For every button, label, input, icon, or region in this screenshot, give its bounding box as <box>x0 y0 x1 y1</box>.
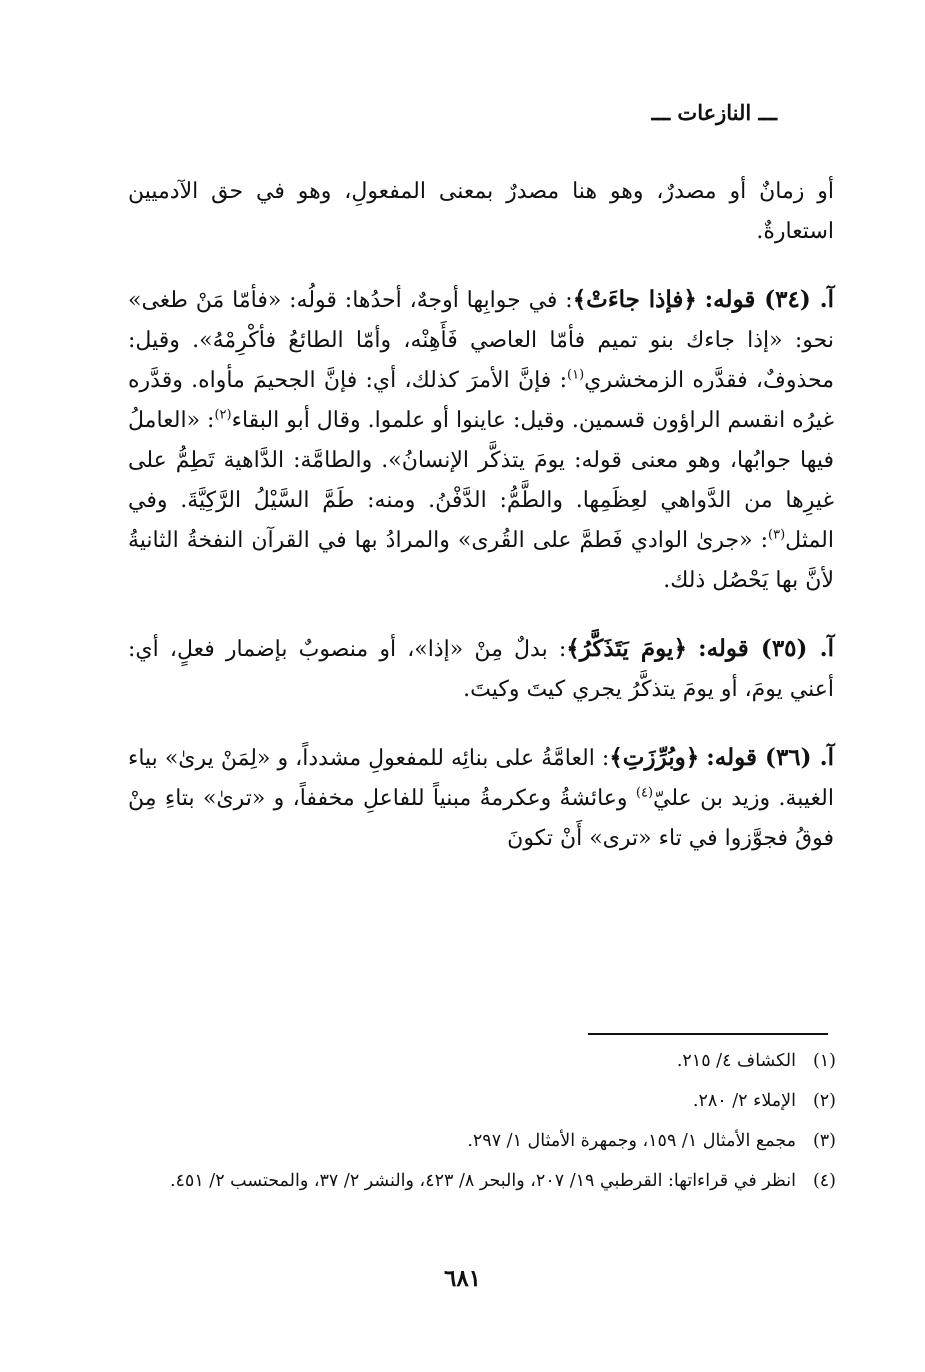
paragraph-intro: أو زمانٌ أو مصدرٌ، وهو هنا مصدرٌ بمعنى المفعولِ، وهو في حق الآدميين استعارةٌ. <box>128 179 834 244</box>
footnotes <box>118 1041 836 1201</box>
footnote-marker: (٣) <box>768 527 786 543</box>
quranic-verse: ﴿وبُرِّزَتِ﴾ <box>609 744 700 771</box>
footnote-number: (٢) <box>812 1091 836 1111</box>
footnote-number: (٤) <box>812 1171 836 1191</box>
verse-reference: آ. (٣٤) قوله: <box>704 286 834 313</box>
paragraph-text: : العامَّةُ على بنائِه للمفعولِ مشدداً، و «لِمَنْ يرىٰ» بياء الغيبة. وزيد بن عليّ <box>128 746 834 811</box>
footnote-item <box>118 1121 836 1161</box>
footnote-item <box>118 1161 836 1201</box>
footnote-text: الإملاء ٢/ ٢٨٠. <box>692 1091 796 1111</box>
paragraph-text: وعائشةُ وعكرمةُ مبنياً للفاعلِ مخففاً، و «ترىٰ» بتاءِ مِنْ فوقُ فجوَّزوا في تاء «ترى» أَنْ تكونَ <box>128 786 834 851</box>
footnote-marker: (٢) <box>214 407 232 423</box>
footnote-text: الكشاف ٤/ ٢١٥. <box>676 1051 796 1071</box>
verse-reference: آ. (٣٦) قوله: <box>706 744 834 771</box>
paragraph-verse-34 <box>128 280 834 601</box>
main-text <box>128 172 834 859</box>
footnote-text: مجمع الأمثال ١/ ١٥٩، وجمهرة الأمثال ١/ ٢٩٧. <box>467 1131 796 1151</box>
running-head: ـــ النازعات ـــ <box>651 100 777 125</box>
footnote-number: (٣) <box>812 1131 836 1151</box>
quranic-verse: ﴿يومَ يَتَذَكَّرُ﴾ <box>566 635 687 662</box>
paragraph-text: : في جوابِها أوجهٌ، أحدُها: قولُه: «فأمّا مَنْ طغى» نحو: «إذا جاءك بنو تميم فأمّا العاصي فَأَهِنْه، وأمّا الطائعُ فأكْرِمْهُ». وقيل: محذوفٌ، فقدَّره الزمخشري <box>128 288 834 393</box>
footnote-number: (١) <box>812 1051 836 1071</box>
footnote-item <box>118 1081 836 1121</box>
paragraph-text: : بدلٌ مِنْ «إذا»، أو منصوبٌ بإضمار فعلٍ، أي: أعني يومَ، أو يومَ يتذكَّرُ يجري كيتَ وكيتَ. <box>128 637 834 702</box>
footnote-marker: (١) <box>567 367 585 383</box>
paragraph-text: : «العاملُ فيها جوابُها، وهو معنى قوله: يومَ يتذكَّر الإنسانُ». والطامَّة: الدَّاهية تَطِمُّ على غيرِها من الدَّواهي لعِظَمِها. والطَّمُّ: الدَّفْنُ. ومنه: طَمَّ السَّيْلُ الرَّكِيَّةَ. وفي المثل <box>128 408 834 553</box>
quranic-verse: ﴿فإذا جاءَتْ﴾ <box>572 286 697 313</box>
paragraph-verse-35 <box>128 629 834 710</box>
footnote-separator <box>588 1033 828 1035</box>
page-number: ٦٨١ <box>443 1265 482 1292</box>
footnote-text: انظر في قراءاتها: القرطبي ١٩/ ٢٠٧، والبحر ٨/ ٤٢٣، والنشر ٢/ ٣٧، والمحتسب ٢/ ٤٥١. <box>169 1171 796 1191</box>
paragraph-text: : فإنَّ الأمرَ كذلك، أي: فإنَّ الجحيمَ مأواه. وقدَّره غيرُه انقسم الراؤون قسمين. وقيل: عاينوا أو علموا. وقال أبو البقاء <box>128 368 834 433</box>
verse-reference: آ. (٣٥) قوله: <box>698 635 834 662</box>
footnote-item <box>118 1041 836 1081</box>
footnote-marker: (٤) <box>635 785 654 801</box>
paragraph-verse-36 <box>128 738 834 859</box>
paragraph-text: : «جرىٰ الوادي فَطمَّ على القُرى» والمرادُ بها في القرآن النفخةُ الثانيةُ لأنَّ بها يَحْصُل ذلك. <box>128 528 834 593</box>
